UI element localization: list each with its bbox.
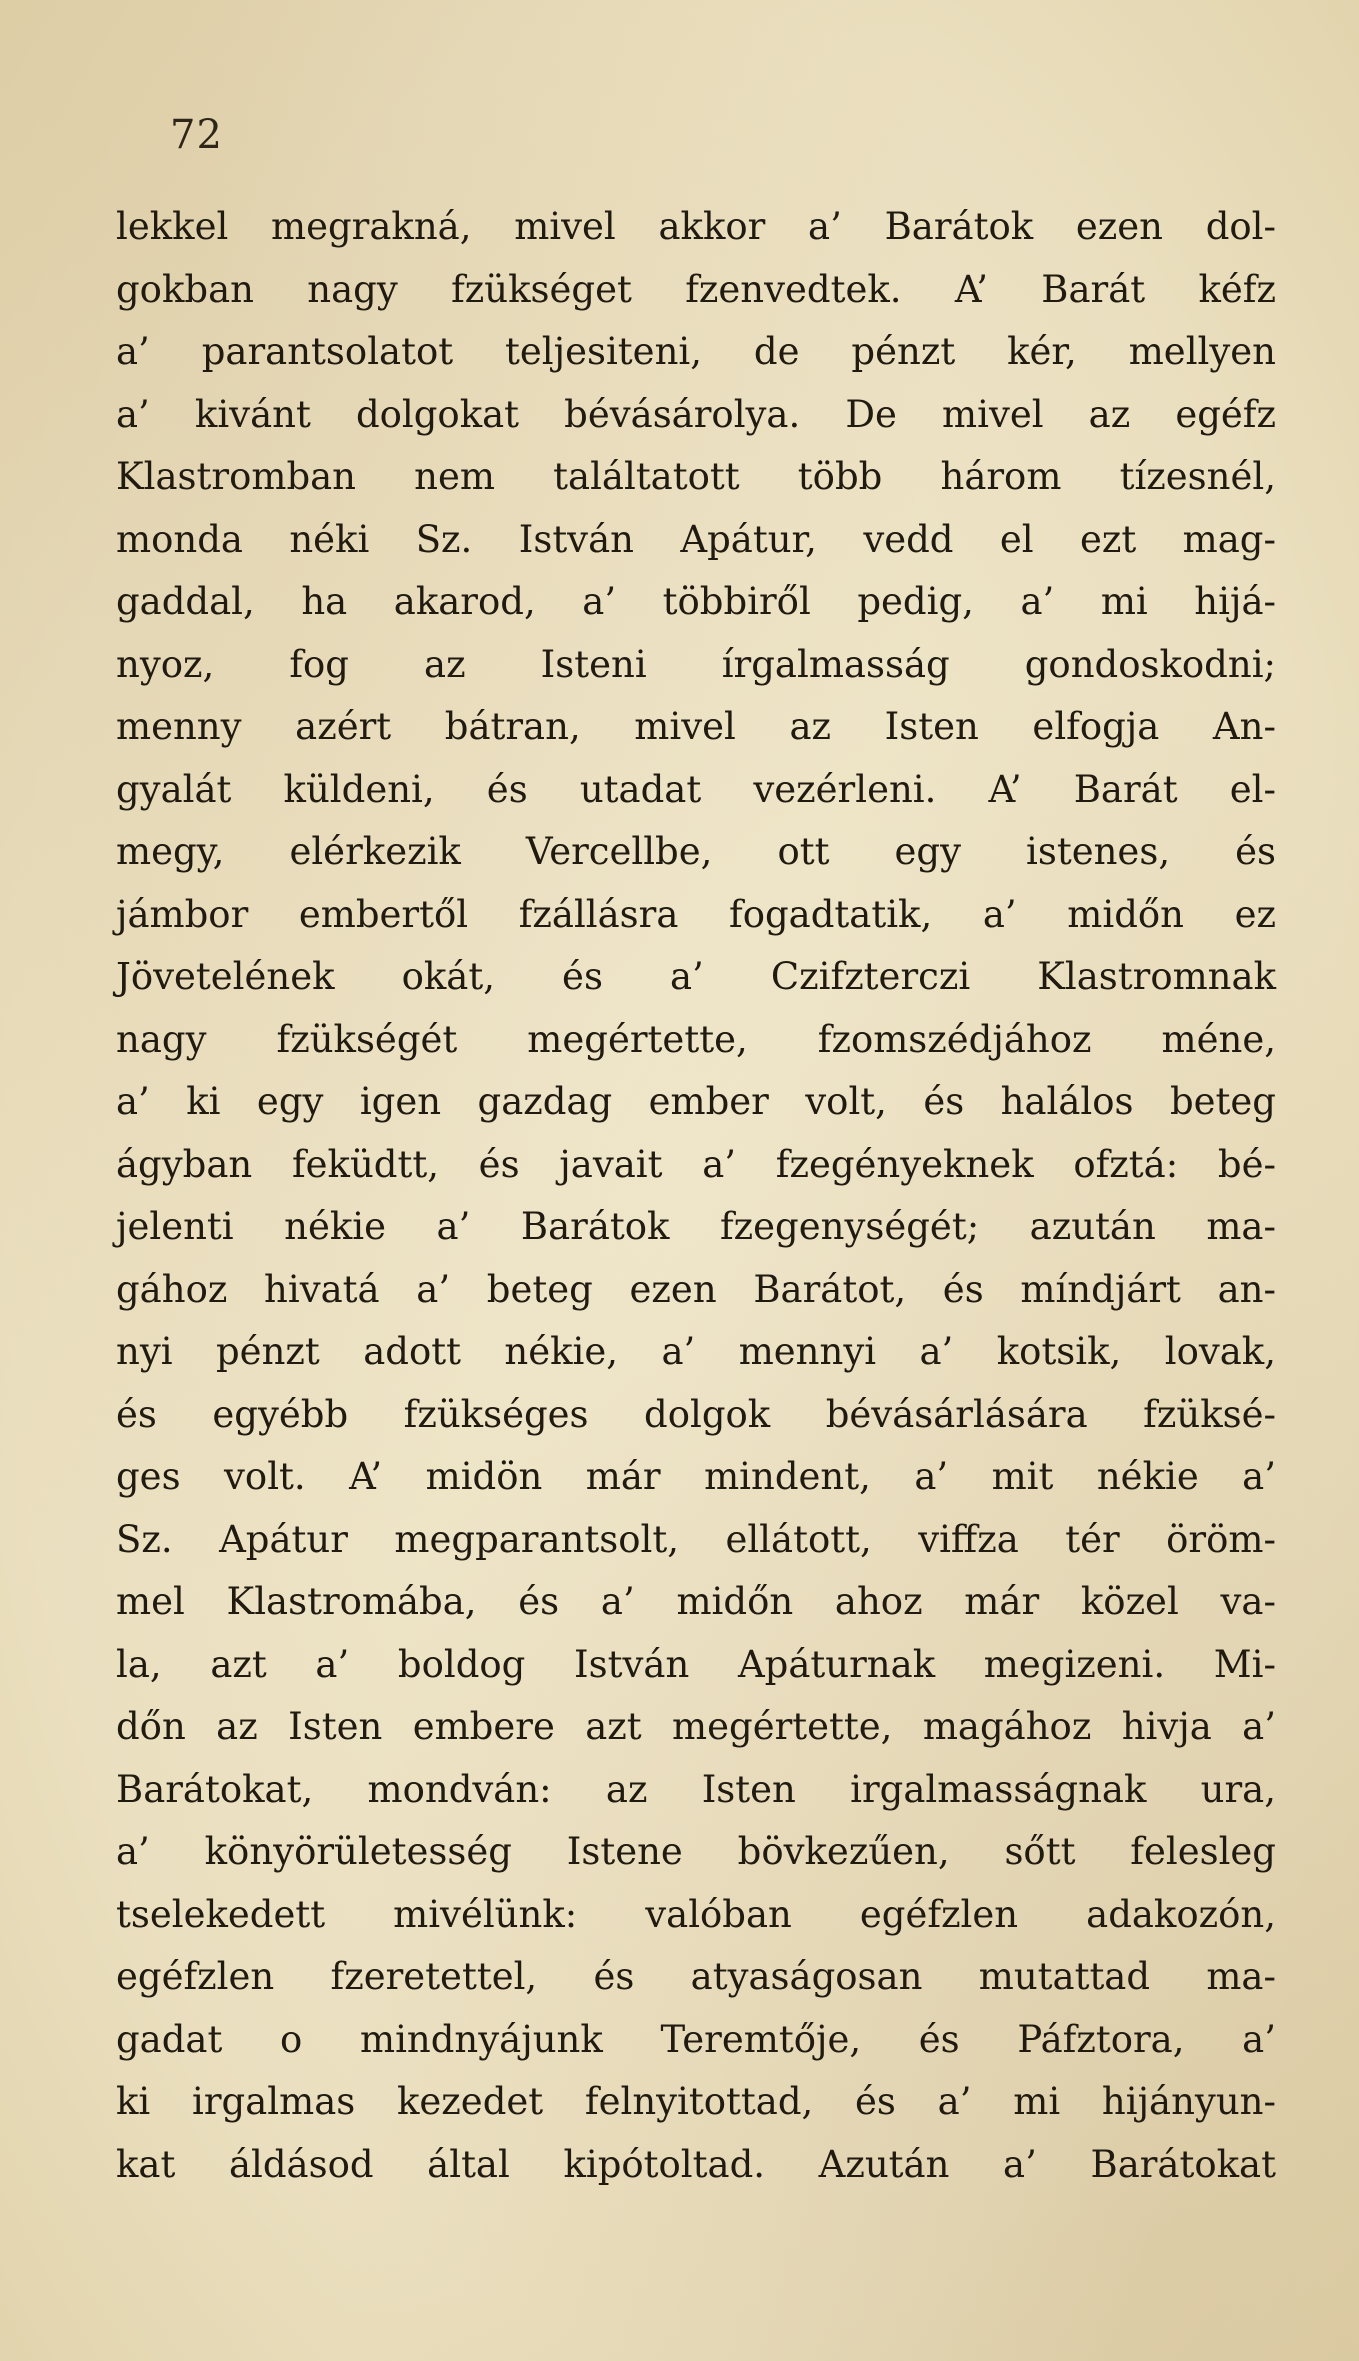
text-line: a’ könyörületesség Istene bövkezűen, sőtt felesleg (116, 1830, 1276, 1873)
text-line: a’ kivánt dolgokat bévásárolya. De mivel az egéfz (116, 392, 1276, 436)
text-line: gadat o mindnyájunk Teremtője, és Páfztora, a’ (116, 2017, 1276, 2061)
text-line: la, azt a’ boldog István Apáturnak megizeni. Mi- (116, 1642, 1276, 1686)
text-line: Klastromban nem találtatott több három tízesnél, (116, 455, 1276, 498)
text-line: ki irgalmas kezedet felnyitottad, és a’ mi hijányun- (116, 2080, 1276, 2123)
text-line: gaddal, ha akarod, a’ többiről pedig, a’ mi hijá- (116, 580, 1276, 623)
text-line: ges volt. A’ midön már mindent, a’ mit nékie a’ (116, 1455, 1276, 1498)
text-line: és egyébb fzükséges dolgok bévásárlására fzüksé- (116, 1392, 1276, 1436)
text-line: megy, elérkezik Vercellbe, ott egy istenes, és (116, 830, 1276, 873)
text-line: nyoz, fog az Isteni írgalmasság gondoskodni; (116, 642, 1276, 686)
text-line: ágyban feküdtt, és javait a’ fzegényeknek ofztá: bé- (116, 1142, 1276, 1186)
page-number: 72 (170, 112, 223, 158)
text-line: jámbor embertől fzállásra fogadtatik, a’ midőn ez (116, 892, 1276, 936)
text-line: jelenti nékie a’ Barátok fzegenységét; azután ma- (116, 1205, 1276, 1248)
text-line: gyalát küldeni, és utadat vezérleni. A’ Barát el- (116, 767, 1276, 811)
text-line: Sz. Apátur megparantsolt, ellátott, viffza tér öröm- (116, 1517, 1276, 1561)
text-line: a’ parantsolatot teljesiteni, de pénzt kér, mellyen (116, 330, 1276, 373)
text-line: lekkel megrakná, mivel akkor a’ Barátok ezen dol- (116, 205, 1276, 248)
text-line: nyi pénzt adott nékie, a’ mennyi a’ kotsik, lovak, (116, 1330, 1276, 1373)
text-line: gokban nagy fzükséget fzenvedtek. A’ Barát kéfz (116, 267, 1276, 311)
body-text (116, 196, 1276, 2196)
text-line: nagy fzükségét megértette, fzomszédjához méne, (116, 1017, 1276, 1061)
text-line: mel Klastromába, és a’ midőn ahoz már közel va- (116, 1580, 1276, 1623)
text-line: gához hivatá a’ beteg ezen Barátot, és míndjárt an- (116, 1267, 1276, 1311)
text-line: menny azért bátran, mivel az Isten elfogja An- (116, 705, 1276, 748)
text-line: Jövetelének okát, és a’ Czifzterczi Klastromnak (116, 955, 1276, 998)
text-line: kat áldásod által kipótoltad. Azután a’ Barátokat (116, 2142, 1276, 2186)
text-line: monda néki Sz. István Apátur, vedd el ezt mag- (116, 517, 1276, 561)
text-line: egéfzlen fzeretettel, és atyaságosan mutattad ma- (116, 1955, 1276, 1998)
text-line: a’ ki egy igen gazdag ember volt, és halálos beteg (116, 1080, 1276, 1123)
text-line: dőn az Isten embere azt megértette, magához hivja a’ (116, 1705, 1276, 1748)
text-line: tselekedett mivélünk: valóban egéfzlen adakozón, (116, 1892, 1276, 1936)
text-line: Barátokat, mondván: az Isten irgalmasságnak ura, (116, 1767, 1276, 1811)
